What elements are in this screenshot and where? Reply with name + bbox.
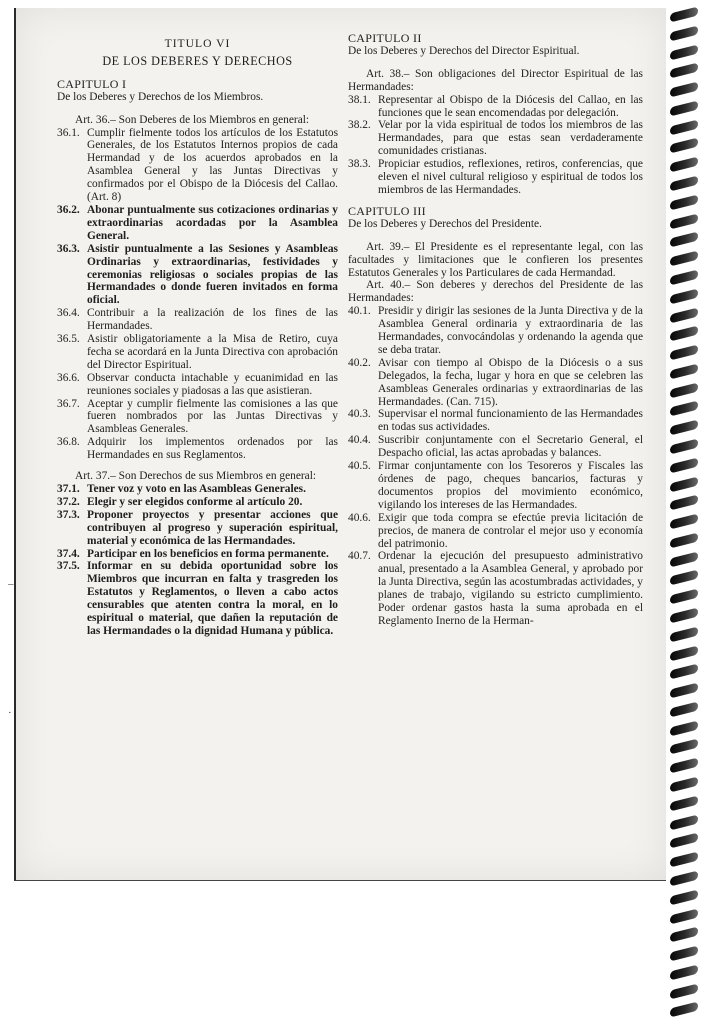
item-number: 36.1. xyxy=(57,126,80,139)
item-text: Representar al Obispo de la Diócesis del Callao, en las funciones que le sean encomendadas por delegación. xyxy=(378,93,643,119)
list-item xyxy=(57,243,338,308)
item-number: 36.3. xyxy=(57,242,80,255)
item-number: 37.3. xyxy=(57,508,80,521)
item-text: Ordenar la ejecución del presupuesto administrativo anual, presentado a la Asamblea General, y aprobado por la Junta Directiva, según las acostumbradas actividades, y planes de trabajo, vigilando su estricto cumplimiento. Poder ordenar gastos hasta la suma aprobada en el Reglamento Inerno de la Herman- xyxy=(378,550,643,627)
chapter-3-heading: CAPITULO III xyxy=(348,203,426,218)
list-item xyxy=(57,483,338,496)
item-number: 36.8. xyxy=(57,436,80,449)
right-column xyxy=(348,32,643,628)
item-text: Participar en los beneficios en forma permanente. xyxy=(87,547,329,560)
item-text: Observar conducta intachable y ecuanimidad en las reuniones sociales y piadosas a las que asistieran. xyxy=(87,371,338,397)
margin-tick-mark: · xyxy=(8,707,12,719)
item-number: 40.6. xyxy=(348,511,371,524)
list-item xyxy=(348,408,643,434)
item-number: 40.5. xyxy=(348,460,371,473)
item-number: 37.5. xyxy=(57,560,80,573)
left-column xyxy=(57,32,338,638)
list-item xyxy=(348,119,643,158)
item-text: Cumplir fielmente todos los artículos de los Estatutos Generales, de los Estatutos Internos propios de cada Hermandad y de los acuerdos aprobados en la Asamblea General y las Juntas Directivas y confirmados por el Obispo de la Diócesis del Callao. (Art. 8) xyxy=(87,126,338,204)
item-number: 40.7. xyxy=(348,550,371,563)
item-text: Supervisar el normal funcionamiento de las Hermandades en todas sus actividades. xyxy=(378,408,643,434)
list-item xyxy=(348,550,643,627)
list-item xyxy=(57,333,338,372)
item-number: 40.1. xyxy=(348,305,371,318)
item-text: Velar por la vida espiritual de todos los miembros de las Hermandades, para que estas sean verdaderamente comunidades cristianas. xyxy=(378,119,643,158)
article-40-list xyxy=(348,305,643,628)
article-36-list xyxy=(57,127,338,463)
list-item xyxy=(57,560,338,637)
item-text: Suscribir conjuntamente con el Secretario General, el Despacho oficial, las actas aprobadas y balances. xyxy=(378,434,643,460)
list-item xyxy=(57,548,338,561)
title-heading: TITULO VI xyxy=(164,37,231,50)
item-text: Abonar puntualmente sus cotizaciones ordinarias y extraordinarias acordadas por la Asamblea General. xyxy=(87,203,338,242)
item-number: 40.3. xyxy=(348,408,371,421)
item-number: 36.2. xyxy=(57,203,80,216)
article-38-intro: Art. 38.– Son obligaciones del Director Espiritual de las Hermandades: xyxy=(348,67,643,93)
item-text: Elegir y ser elegidos conforme al artículo 20. xyxy=(87,495,303,508)
list-item xyxy=(348,434,643,460)
list-item xyxy=(57,496,338,509)
article-37-intro: Art. 37.– Son Derechos de sus Miembros en general: xyxy=(75,470,317,483)
article-39-text: Art. 39.– El Presidente es el representante legal, con las facultades y limitaciones que le confieren los presentes Estatutos Generales y los Particulares de cada Hermandad. xyxy=(348,240,643,279)
chapter-2-subtitle: De los Deberes y Derechos del Director Espiritual. xyxy=(348,44,580,57)
article-36-intro: Art. 36.– Son Deberes de los Miembros en general: xyxy=(75,113,310,126)
item-number: 38.3. xyxy=(348,158,371,171)
item-text: Proponer proyectos y presentar acciones que contribuyen al progreso y superación espiritual, material y económica de las Hermandades. xyxy=(87,508,338,547)
item-text: Contribuir a la realización de los fines de las Hermandades. xyxy=(87,307,338,333)
list-item xyxy=(57,398,338,437)
list-item xyxy=(57,204,338,243)
spiral-binding xyxy=(670,10,702,1015)
list-item xyxy=(57,127,338,204)
item-text: Firmar conjuntamente con los Tesoreros y Fiscales las órdenes de pago, cheques bancarios, facturas y documentos propios del movimiento económico, vigilando los intereses de las Hermandades. xyxy=(378,460,643,511)
article-40-intro: Art. 40.– Son deberes y derechos del Presidente de las Hermandades: xyxy=(348,279,643,305)
list-item xyxy=(57,372,338,398)
item-number: 36.6. xyxy=(57,371,80,384)
item-text: Presidir y dirigir las sesiones de la Junta Directiva y de la Asamblea General ordinaria y extraordinaria de las Hermandades, convocándolas y ordenando la agenda que se deba tratar. xyxy=(378,305,643,356)
item-number: 36.5. xyxy=(57,333,80,346)
item-text: Avisar con tiempo al Obispo de la Diócesis o a sus Delegados, la fecha, lugar y hora en que se celebren las Asambleas Generales ordinarias y extraordinarias de las Hermandades. (Can. 715). xyxy=(378,356,643,408)
item-text: Informar en su debida oportunidad sobre los Miembros que incurran en falta y trasgreden los Estatutos y Reglamentos, o lleven a cabo actos censurables que atenten contra la moral, en lo espiritual o material, que dañen la reputación de las Hermandades o la dignidad Humana y pública. xyxy=(87,560,338,637)
item-text: Aceptar y cumplir fielmente las comisiones a las que fueren nombrados por las Juntas Directivas y Asambleas Generales. xyxy=(87,397,338,436)
chapter-2-heading: CAPITULO II xyxy=(348,31,422,45)
list-item xyxy=(348,94,643,120)
article-37-list xyxy=(57,483,338,638)
item-number: 37.1. xyxy=(57,483,80,495)
list-item xyxy=(348,305,643,357)
item-text: Adquirir los implementos ordenados por las Hermandades en sus Reglamentos. xyxy=(87,436,338,462)
chapter-1-heading: CAPITULO I xyxy=(57,76,127,91)
chapter-1-subtitle: De los Deberes y Derechos de los Miembros. xyxy=(57,90,264,103)
item-number: 36.4. xyxy=(57,307,80,320)
item-number: 36.7. xyxy=(57,397,80,410)
item-number: 37.2. xyxy=(57,495,80,508)
chapter-3-subtitle: De los Deberes y Derechos del Presidente. xyxy=(348,217,542,230)
list-item xyxy=(57,436,338,462)
list-item xyxy=(57,307,338,333)
item-number: 40.2. xyxy=(348,356,371,369)
list-item xyxy=(57,509,338,548)
list-item xyxy=(348,158,643,197)
item-text: Asistir puntualmente a las Sesiones y Asambleas Ordinarias y extraordinarias, festividades y ceremonias religiosas o sociales propias de las Hermandades o donde fueren invitados en forma oficial. xyxy=(87,242,338,307)
item-text: Tener voz y voto en las Asambleas Generales. xyxy=(87,483,306,495)
document-page xyxy=(14,8,666,881)
list-item xyxy=(348,460,643,512)
item-number: 38.1. xyxy=(348,93,371,106)
title-subheading: DE LOS DEBERES Y DERECHOS xyxy=(102,53,293,68)
list-item xyxy=(348,512,643,551)
item-text: Asistir obligatoriamente a la Misa de Retiro, cuya fecha se acordará en la Junta Directiva con aprobación del Director Espiritual. xyxy=(87,333,338,371)
item-number: 38.2. xyxy=(348,119,371,132)
list-item xyxy=(348,357,643,409)
item-number: 37.4. xyxy=(57,547,80,560)
margin-tick-mark: – xyxy=(8,578,14,590)
article-38-list xyxy=(348,94,643,197)
item-text: Propiciar estudios, reflexiones, retiros, conferencias, que eleven el nivel cultural religioso y espiritual de todos los miembros de las Hermandades. xyxy=(378,158,643,196)
item-text: Exigir que toda compra se efectúe previa licitación de precios, de manera de controlar el mejor uso y economía del patrimonio. xyxy=(378,511,643,550)
item-number: 40.4. xyxy=(348,434,371,447)
